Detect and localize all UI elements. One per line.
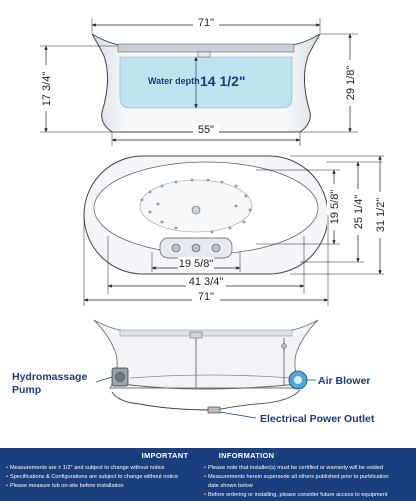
cutaway-view [12,320,375,425]
dim-length-top: 71" [197,17,215,29]
drain-icon [192,206,200,214]
power-outlet-icon [208,407,220,413]
top-view [84,156,387,306]
side-view [39,16,358,146]
info-heading [0,451,416,460]
dim-inner-depth: 17 3/4" [41,71,53,107]
jet-icon [282,344,287,349]
important-information-banner [0,448,416,501]
water-depth-value: 14 1/2" [200,73,246,89]
dim-bottom-length: 55" [197,124,215,136]
air-blower-icon [289,371,307,389]
info-heading-left: IMPORTANT [141,451,189,460]
note-item: • Specifications & Configurations are subject to change without notice [6,474,179,480]
note-item: • Before ordering or installing, please consider future access to equipment [204,492,388,498]
hydromassage-pump-icon [112,368,128,386]
note-item: • Measurements are ± 1/2" and subject to change without notice [6,465,165,471]
water-depth-label: Water depth [148,76,200,86]
control-knob-icon [212,244,220,252]
pump-label-line1: Hydromassage [12,371,88,383]
outlet-label: Electrical Power Outlet [260,413,375,425]
dim-inner-width: 19 5/8" [329,189,341,225]
left-notes [6,464,178,491]
note-item: • Please note that installer(s) must be certified or warranty will be voided [204,465,384,471]
overflow-drain [198,52,210,57]
note-item: • Measurements herein supersede all others published prior to purblication [204,474,389,480]
blower-label: Air Blower [318,375,371,387]
note-item: date shown below [207,483,253,489]
power-cord [216,390,300,410]
dim-outer-width: 25 1/4" [353,194,365,230]
pump-label-line2: Pump [12,384,42,396]
dim-inner-length: 41 3/4" [188,276,224,288]
right-notes [204,464,389,500]
dim-panel-width: 19 5/8" [178,258,214,270]
control-knob-icon [172,244,180,252]
leader-line [220,412,256,418]
cutaway-rim [120,330,292,336]
control-knob-icon [192,244,200,252]
side-rim [118,44,294,52]
overflow-icon [190,332,202,338]
info-heading-right: INFORMATION [218,451,275,460]
dim-total-height: 29 1/8" [345,65,357,101]
dim-total-length: 71" [197,291,215,303]
note-item: • Please measure tub on-site before installation [6,483,124,489]
leader-line [96,377,112,382]
dim-total-width: 31 1/2" [375,197,387,233]
power-cord [112,392,214,410]
